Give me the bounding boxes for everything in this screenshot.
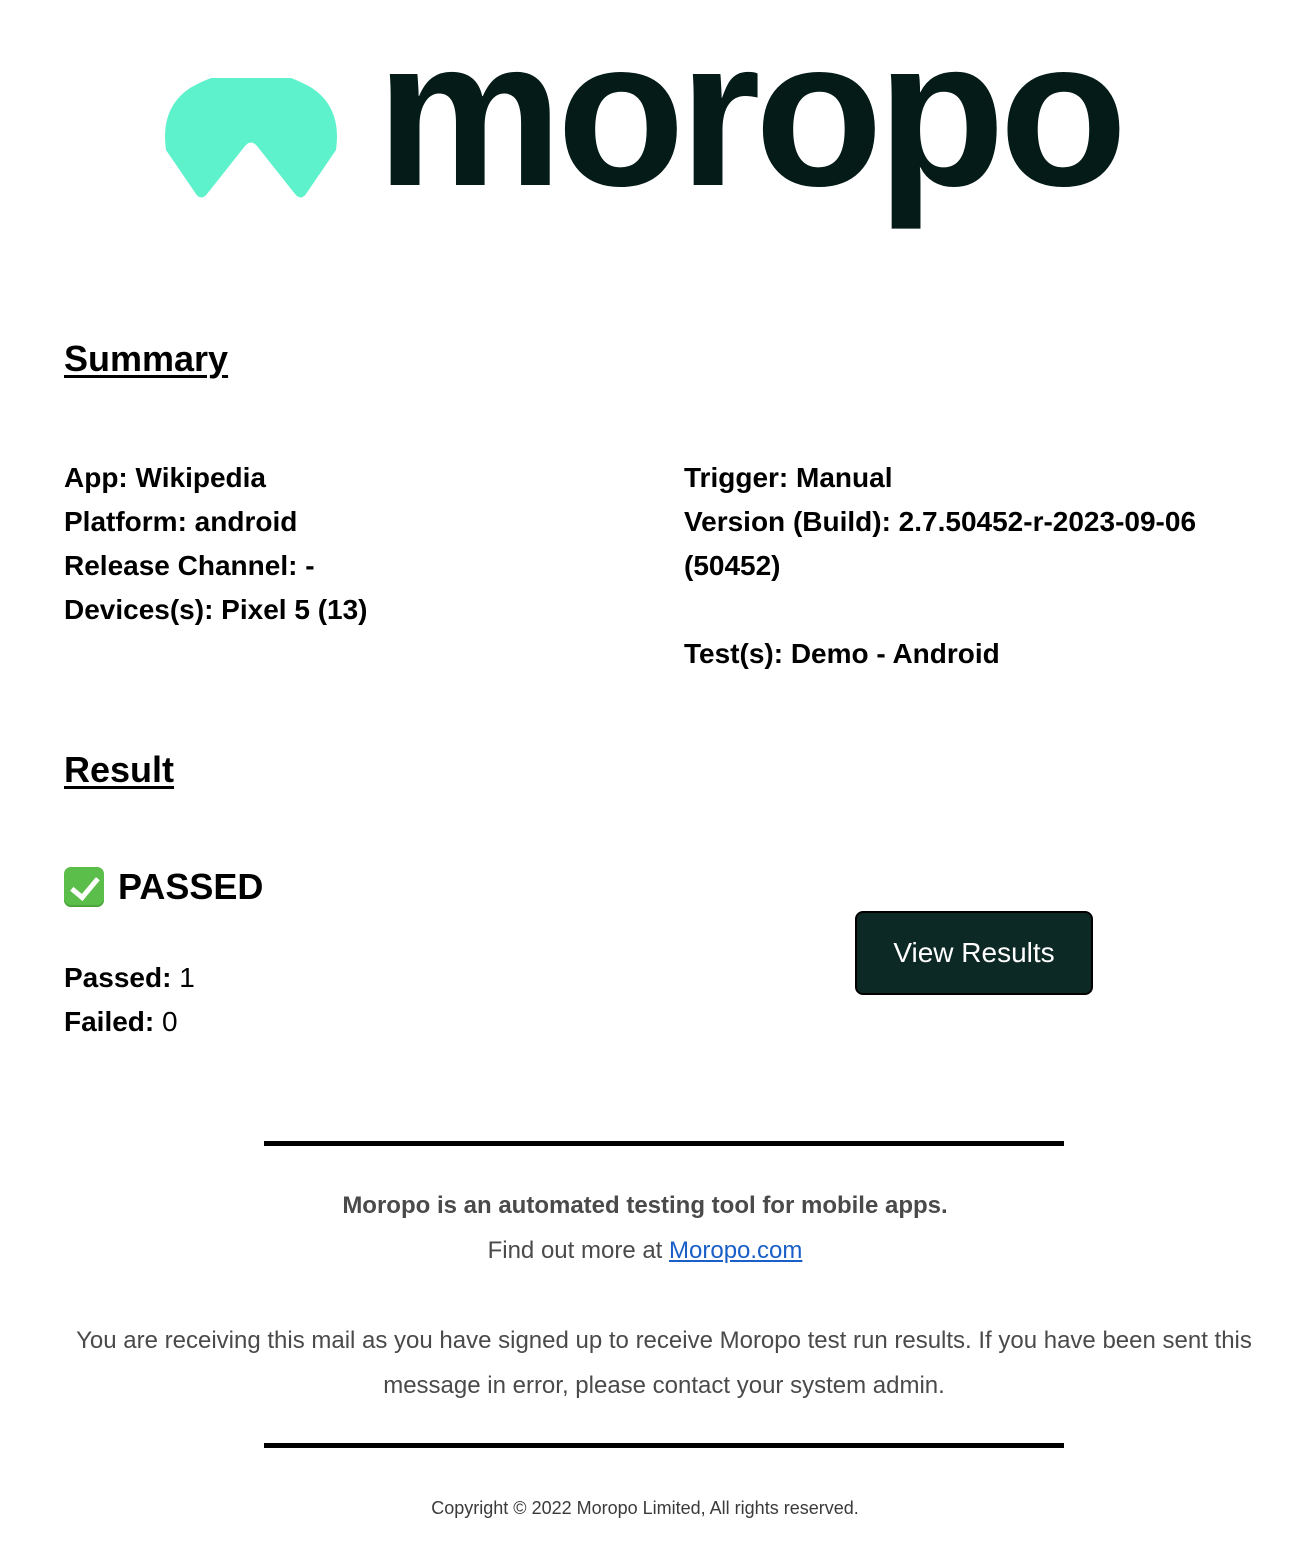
footer-notice: You are receiving this mail as you have signed up to receive Moropo test run results. If you have been sent this message in error, please contact your system admin. xyxy=(76,1327,1252,1399)
devices-info: Devices(s): Pixel 5 (13) xyxy=(64,594,368,625)
app-info: App: Wikipedia xyxy=(64,462,266,493)
passed-count-row xyxy=(64,956,195,1000)
release-channel-info: Release Channel: - xyxy=(64,550,315,581)
summary-heading: Summary xyxy=(64,338,229,379)
footer-find-more xyxy=(0,1237,1290,1265)
moropo-logo xyxy=(160,0,1170,260)
trigger-info: Trigger: Manual xyxy=(684,462,893,493)
summary-right-column xyxy=(684,456,1244,676)
find-more-text: Find out more at xyxy=(487,1237,663,1264)
chevron-up-logo-icon xyxy=(160,78,342,200)
moropo-link[interactable]: Moropo.com xyxy=(669,1237,803,1264)
footer-divider-top xyxy=(264,1141,1064,1146)
view-results-button[interactable]: View Results xyxy=(855,911,1093,995)
result-status xyxy=(64,866,263,908)
tests-info: Test(s): Demo - Android xyxy=(684,638,1000,669)
footer-tagline: Moropo is an automated testing tool for mobile apps. xyxy=(342,1192,948,1219)
check-mark-icon xyxy=(64,867,104,907)
failed-label: Failed: xyxy=(64,1006,155,1037)
result-counts xyxy=(64,956,195,1044)
footer-divider-bottom xyxy=(264,1443,1064,1448)
passed-value: 1 xyxy=(179,962,195,993)
passed-label: Passed: xyxy=(64,962,172,993)
summary-left-column xyxy=(64,456,624,632)
failed-count-row xyxy=(64,1000,195,1044)
copyright-text: Copyright © 2022 Moropo Limited, All rights reserved. xyxy=(431,1498,859,1518)
status-text: PASSED xyxy=(118,866,264,907)
failed-value: 0 xyxy=(162,1006,178,1037)
version-info: Version (Build): 2.7.50452-r-2023-09-06 (50452) xyxy=(684,506,1197,581)
platform-info: Platform: android xyxy=(64,506,298,537)
result-heading: Result xyxy=(64,749,175,790)
logo-wordmark: moropo xyxy=(376,0,1122,230)
